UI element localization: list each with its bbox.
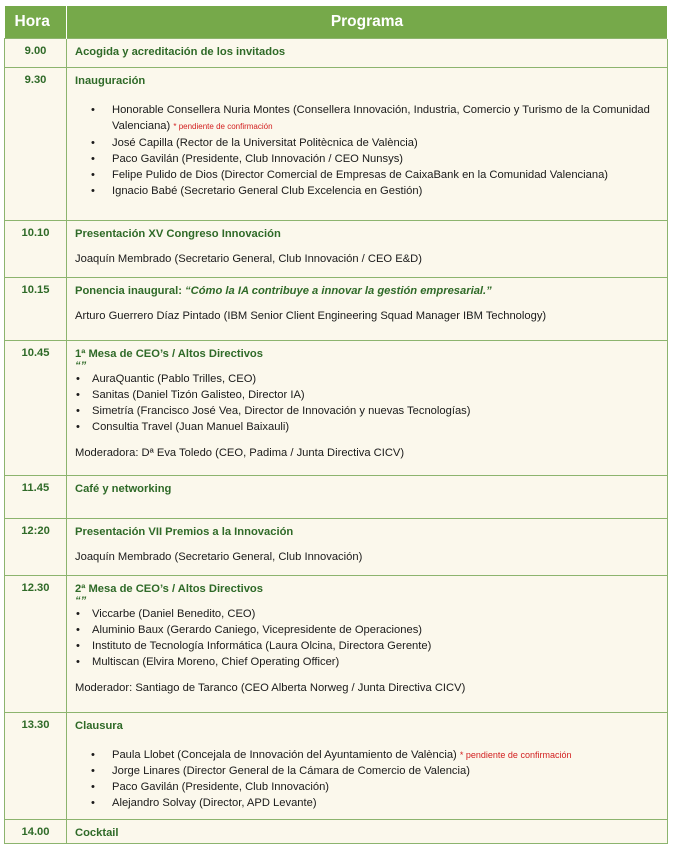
pending-note: * pendiente de confirmación	[173, 122, 273, 131]
row-time: 12:20	[5, 519, 67, 576]
table-row	[5, 820, 668, 844]
row-title: Presentación XV Congreso Innovación	[75, 228, 281, 240]
row-title: 1ª Mesa de CEO’s / Altos Directivos	[75, 348, 263, 360]
list-item: • Simetría (Francisco José Vea, Director de Innovación y nuevas Tecnologías)	[75, 403, 659, 419]
table-row	[5, 476, 668, 519]
list-item: • Multiscan (Elvira Moreno, Chief Operating Officer)	[75, 654, 659, 670]
row-time: 13.30	[5, 713, 67, 820]
row-content	[67, 278, 668, 341]
program-schedule	[4, 6, 667, 844]
row-content	[67, 39, 668, 68]
row-title: Acogida y acreditación de los invitados	[75, 46, 286, 58]
speaker-list	[75, 747, 659, 811]
row-content	[67, 221, 668, 278]
row-detail: Moderadora: Dª Eva Toledo (CEO, Padima / Junta Directiva CICV)	[75, 447, 405, 459]
row-title: Presentación VII Premios a la Innovación	[75, 526, 294, 538]
row-title: Cocktail	[75, 827, 119, 839]
list-item: • Jorge Linares (Director General de la Cámara de Comercio de Valencia)	[75, 763, 659, 779]
row-title	[75, 284, 659, 298]
row-time: 14.00	[5, 820, 67, 844]
list-item-text: Paula Llobet (Concejala de Innovación del Ayuntamiento de València)	[112, 749, 457, 761]
list-item: • AuraQuantic (Pablo Trilles, CEO)	[75, 371, 659, 387]
table-row	[5, 221, 668, 278]
row-time: 10.10	[5, 221, 67, 278]
list-item	[75, 747, 659, 763]
list-item: • Paco Gavilán (Presidente, Club Innovación / CEO Nunsys)	[75, 151, 659, 167]
list-item: • Alejandro Solvay (Director, APD Levante)	[75, 795, 659, 811]
header-programa: Programa	[67, 6, 668, 39]
table-row	[5, 576, 668, 713]
list-item: • Instituto de Tecnología Informática (Laura Olcina, Directora Gerente)	[75, 638, 659, 654]
row-time: 11.45	[5, 476, 67, 519]
list-item: • Sanitas (Daniel Tizón Galisteo, Director IA)	[75, 387, 659, 403]
row-time: 9.00	[5, 39, 67, 68]
talk-title: “Cómo la IA contribuye a innovar la gestión empresarial.”	[185, 285, 492, 297]
pending-note: * pendiente de confirmación	[459, 750, 572, 760]
table-row	[5, 713, 668, 820]
table-row	[5, 278, 668, 341]
row-title: Café y networking	[75, 483, 172, 495]
row-content	[67, 68, 668, 221]
row-quote: “”	[75, 595, 87, 607]
list-item: • Aluminio Baux (Gerardo Caniego, Vicepresidente de Operaciones)	[75, 622, 659, 638]
table-row	[5, 519, 668, 576]
row-content	[67, 341, 668, 476]
row-title: Clausura	[75, 720, 123, 732]
row-detail: Moderador: Santiago de Taranco (CEO Alberta Norweg / Junta Directiva CICV)	[75, 682, 466, 694]
list-item: • Consultia Travel (Juan Manuel Baixauli)	[75, 419, 659, 435]
row-content	[67, 519, 668, 576]
list-item: • Felipe Pulido de Dios (Director Comercial de Empresas de CaixaBank en la Comunidad Valenciana)	[75, 167, 659, 183]
table-row	[5, 68, 668, 221]
list-item: • José Capilla (Rector de la Universitat Politècnica de València)	[75, 135, 659, 151]
table-header-row	[5, 6, 668, 39]
list-item	[75, 102, 659, 135]
list-item-text: Honorable Consellera Nuria Montes (Consellera Innovación, Industria, Comercio y Turismo de la Comunidad Valenciana)	[112, 104, 650, 132]
speaker-list	[75, 102, 659, 199]
row-detail: Arturo Guerrero Díaz Pintado (IBM Senior Client Engineering Squad Manager IBM Technology)	[75, 310, 547, 322]
list-item: • Paco Gavilán (Presidente, Club Innovación)	[75, 779, 659, 795]
row-content	[67, 576, 668, 713]
table-row	[5, 341, 668, 476]
row-time: 10.45	[5, 341, 67, 476]
list-item: • Viccarbe (Daniel Benedito, CEO)	[75, 606, 659, 622]
row-time: 12.30	[5, 576, 67, 713]
row-title: Inauguración	[75, 75, 146, 87]
row-title-label: Ponencia inaugural:	[75, 285, 182, 297]
list-item: • Ignacio Babé (Secretario General Club Excelencia en Gestión)	[75, 183, 659, 199]
row-content	[67, 820, 668, 844]
row-time: 10.15	[5, 278, 67, 341]
row-time: 9.30	[5, 68, 67, 221]
row-content	[67, 713, 668, 820]
panel-list	[75, 606, 659, 670]
row-quote: “”	[75, 360, 87, 372]
header-hora: Hora	[5, 6, 67, 39]
row-title: 2ª Mesa de CEO’s / Altos Directivos	[75, 583, 263, 595]
row-content	[67, 476, 668, 519]
row-detail: Joaquín Membrado (Secretario General, Club Innovación)	[75, 551, 363, 563]
panel-list	[75, 371, 659, 435]
schedule-table	[4, 6, 668, 844]
table-row	[5, 39, 668, 68]
row-detail: Joaquín Membrado (Secretario General, Club Innovación / CEO E&D)	[75, 253, 422, 265]
